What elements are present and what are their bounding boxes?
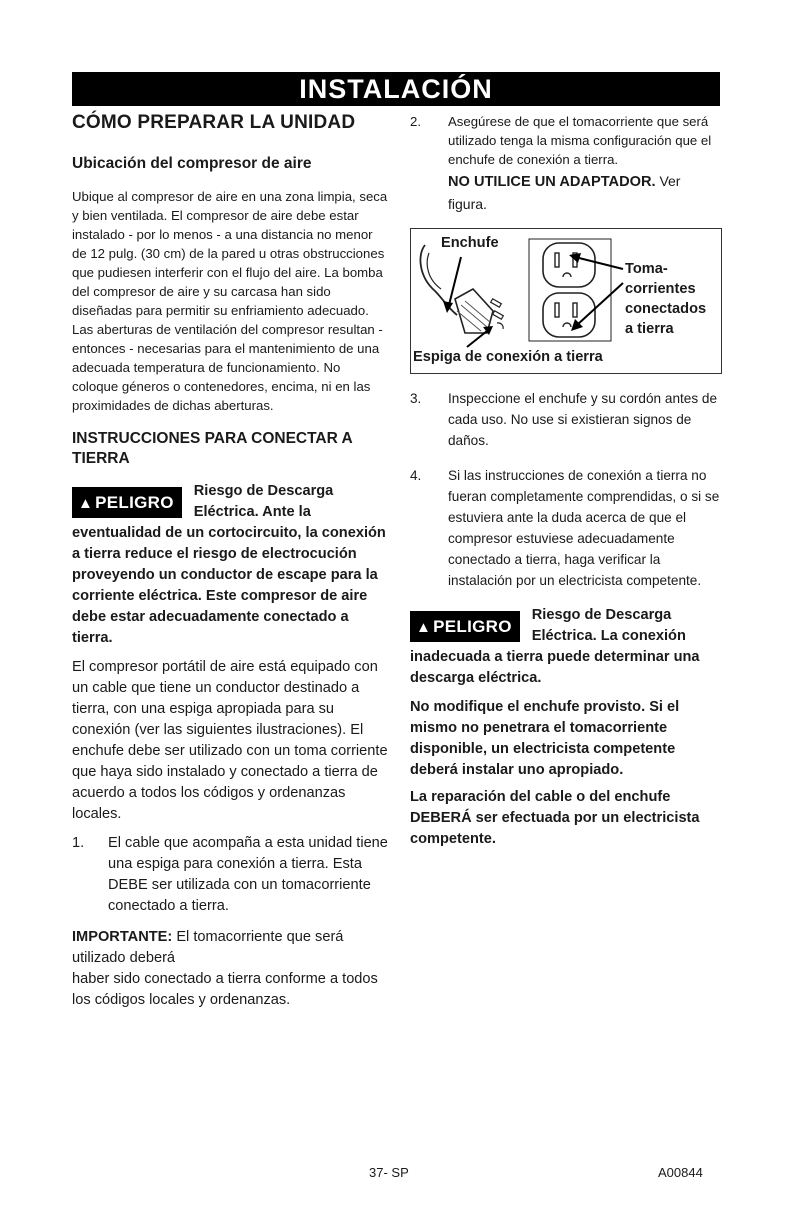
important-note [72, 927, 390, 969]
no-adapter-warning: NO UTILICE UN ADAPTADOR. [448, 174, 656, 190]
warning-triangle-icon: ▲ [78, 495, 94, 512]
list-text: Si las instrucciones de conexión a tierra no fueran completamente comprendidas, o si se estuviera ante la duda acerca de que el compresor estuviese adecuadamente conectado a tierra, haga verificar la instalación por un electricista competente. [448, 468, 720, 588]
outlet-label: Toma- corrientes conectados a tierra [625, 261, 707, 337]
list-item-3 [410, 388, 722, 451]
list-number: 4. [410, 468, 422, 483]
document-code: A00844 [658, 1165, 703, 1180]
list-item-2 [410, 112, 722, 214]
warning-triangle-icon: ▲ [416, 619, 432, 636]
important-note-continued: haber sido conectado a tierra conforme a todos los códigos locales y ordenanzas. [72, 971, 378, 1008]
no-modify-warning: No modifique el enchufe provisto. Si el mismo no penetrara el tomacorriente disponible, un electricista competente deberá instalar uno apropiado. [410, 699, 680, 778]
list-number: 1. [72, 835, 85, 851]
portable-text: El compresor portátil de aire está equipado con un cable que tiene un conductor destinado a tierra, con una espiga apropiada para su conexión (ver las siguientes ilustraciones). El enchufe debe ser utilizado con un toma corriente que haya sido instalado y conectado a tierra de acuerdo a todos los códigos y ordenanzas locales. [72, 659, 388, 822]
list-number: 2. [410, 114, 421, 129]
danger-notice-1 [72, 481, 390, 649]
danger-badge: ▲ PELIGRO [410, 611, 520, 642]
important-text: El tomacorriente que será utilizado deberá [72, 929, 344, 966]
right-column [410, 112, 722, 850]
location-text: Ubique al compresor de aire en una zona limpia, seca y bien ventilada. El compresor de aire debe estar instalado - por lo menos - a una distancia no menor de 12 pulg. (30 cm) de la pared u otras obstrucciones que pudiesen interferir con el flujo del aire. La bomba del compresor de aire y su carcasa han sido diseñadas para permitir su enfriamiento adecuado. Las aberturas de ventilación del compresor resultan - entonces - necesarias para el mantenimiento de una adecuada temperatura de funcionamiento. No coloque géneros o contenedores, encima, ni en las proximidades de dichas aberturas. [72, 189, 388, 413]
page-number: 37- SP [369, 1165, 409, 1180]
plug-figure [410, 228, 722, 374]
section-banner: INSTALACIÓN [72, 72, 720, 106]
important-label: IMPORTANTE: [72, 929, 173, 945]
list-number: 3. [410, 391, 422, 406]
location-title: Ubicación del compresor de aire [72, 155, 312, 172]
ground-pin-label: Espiga de conexión a tierra [413, 349, 603, 365]
plug-label: Enchufe [441, 235, 499, 251]
grounding-title: INSTRUCCIONES PARA CONECTAR A TIERRA [72, 430, 353, 467]
list-item-1 [72, 833, 390, 917]
list-text: El cable que acompaña a esta unidad tiene una espiga para conexión a tierra. Esta DEBE ser utilizada con un tomacorriente conectado a tierra. [108, 835, 388, 914]
repair-warning: La reparación del cable o del enchufe DEBERÁ ser efectuada por un electricista competente. [410, 789, 700, 847]
danger-notice-2 [410, 605, 722, 689]
list-text: Asegúrese de que el tomacorriente que será utilizado tenga la misma configuración que el enchufe de conexión a tierra. NO UTILICE UN ADAPTADOR. Ver figura. [448, 114, 712, 212]
list-text: Inspeccione el enchufe y su cordón antes de cada uso. No use si existieran signos de daños. [448, 391, 718, 448]
list-item-4 [410, 465, 722, 591]
danger-badge: ▲ PELIGRO [72, 487, 182, 518]
danger-text: Riesgo de Descarga Eléctrica. La conexión inadecuada a tierra puede determinar una descarga eléctrica. [410, 607, 700, 686]
danger-text: Riesgo de Descarga Eléctrica. Ante la eventualidad de un cortocircuito, la conexión a tierra reduce el riesgo de electrocución proveyendo un conductor de escape para la corriente eléctrica. Este compresor de aire debe estar adecuadamente conectado a tierra. [72, 483, 386, 646]
left-column [72, 112, 390, 1019]
section-heading: CÓMO PREPARAR LA UNIDAD [72, 112, 356, 133]
